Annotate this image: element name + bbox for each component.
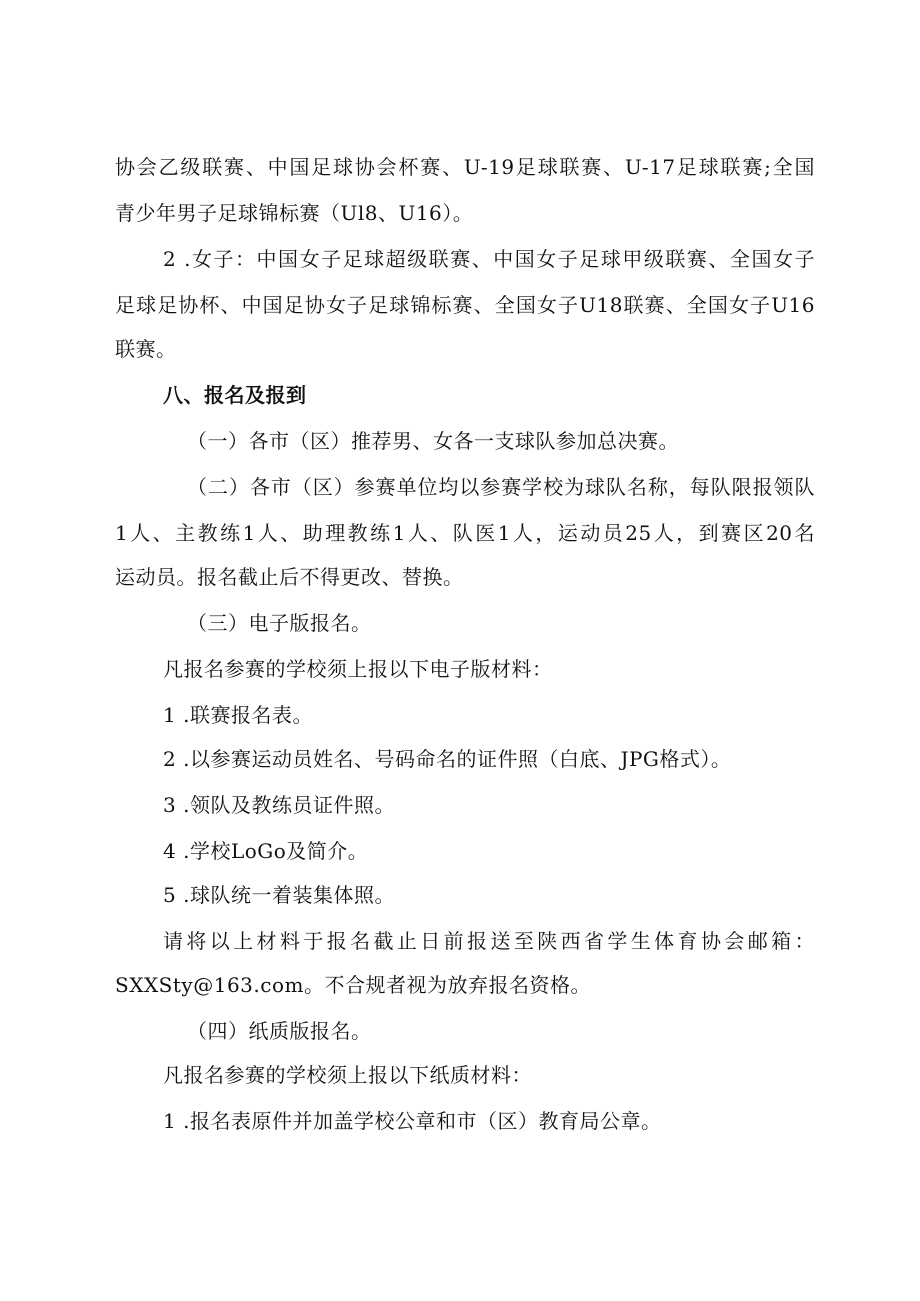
paragraph-line: 1人、主教练1人、助理教练1人、队医1人，运动员25人，到赛区20名 [115, 521, 815, 545]
list-item: 5 .球队统一着装集体照。 [163, 883, 395, 907]
list-item: 1 .联赛报名表。 [163, 703, 313, 727]
paragraph-line: （二）各市（区）参赛单位均以参赛学校为球队名称，每队限报领队 [187, 475, 815, 499]
paragraph-line: SXXSty@163.com。不合规者视为放弃报名资格。 [115, 973, 591, 997]
paragraph-line: 协会乙级联赛、中国足球协会杯赛、U-19足球联赛、U-17足球联赛;全国 [115, 155, 815, 179]
paragraph-line: 足球足协杯、中国足协女子足球锦标赛、全国女子U18联赛、全国女子U16 [115, 293, 815, 317]
list-item: 1 .报名表原件并加盖学校公章和市（区）教育局公章。 [163, 1109, 662, 1133]
paragraph-line: 请将以上材料于报名截止日前报送至陕西省学生体育协会邮箱： [163, 929, 815, 953]
paragraph-line: 联赛。 [115, 337, 177, 361]
paragraph-line: 凡报名参赛的学校须上报以下纸质材料： [163, 1063, 532, 1087]
list-item: （三）电子版报名。 [187, 611, 372, 635]
list-item: 2 .以参赛运动员姓名、号码命名的证件照（白底、JPG格式）。 [163, 747, 732, 771]
list-item: 4 .学校LoGo及简介。 [163, 839, 369, 863]
section-heading: 八、报名及报到 [163, 383, 307, 407]
paragraph-line: 凡报名参赛的学校须上报以下电子版材料： [163, 657, 553, 681]
list-item: 3 .领队及教练员证件照。 [163, 793, 395, 817]
list-item: （四）纸质版报名。 [187, 1019, 372, 1043]
list-item: （一）各市（区）推荐男、女各一支球队参加总决赛。 [187, 429, 679, 453]
paragraph-line: 青少年男子足球锦标赛（Ul8、U16）。 [115, 201, 474, 225]
paragraph-line: 2 .女子：中国女子足球超级联赛、中国女子足球甲级联赛、全国女子 [163, 247, 815, 271]
paragraph-line: 运动员。报名截止后不得更改、替换。 [115, 565, 464, 589]
